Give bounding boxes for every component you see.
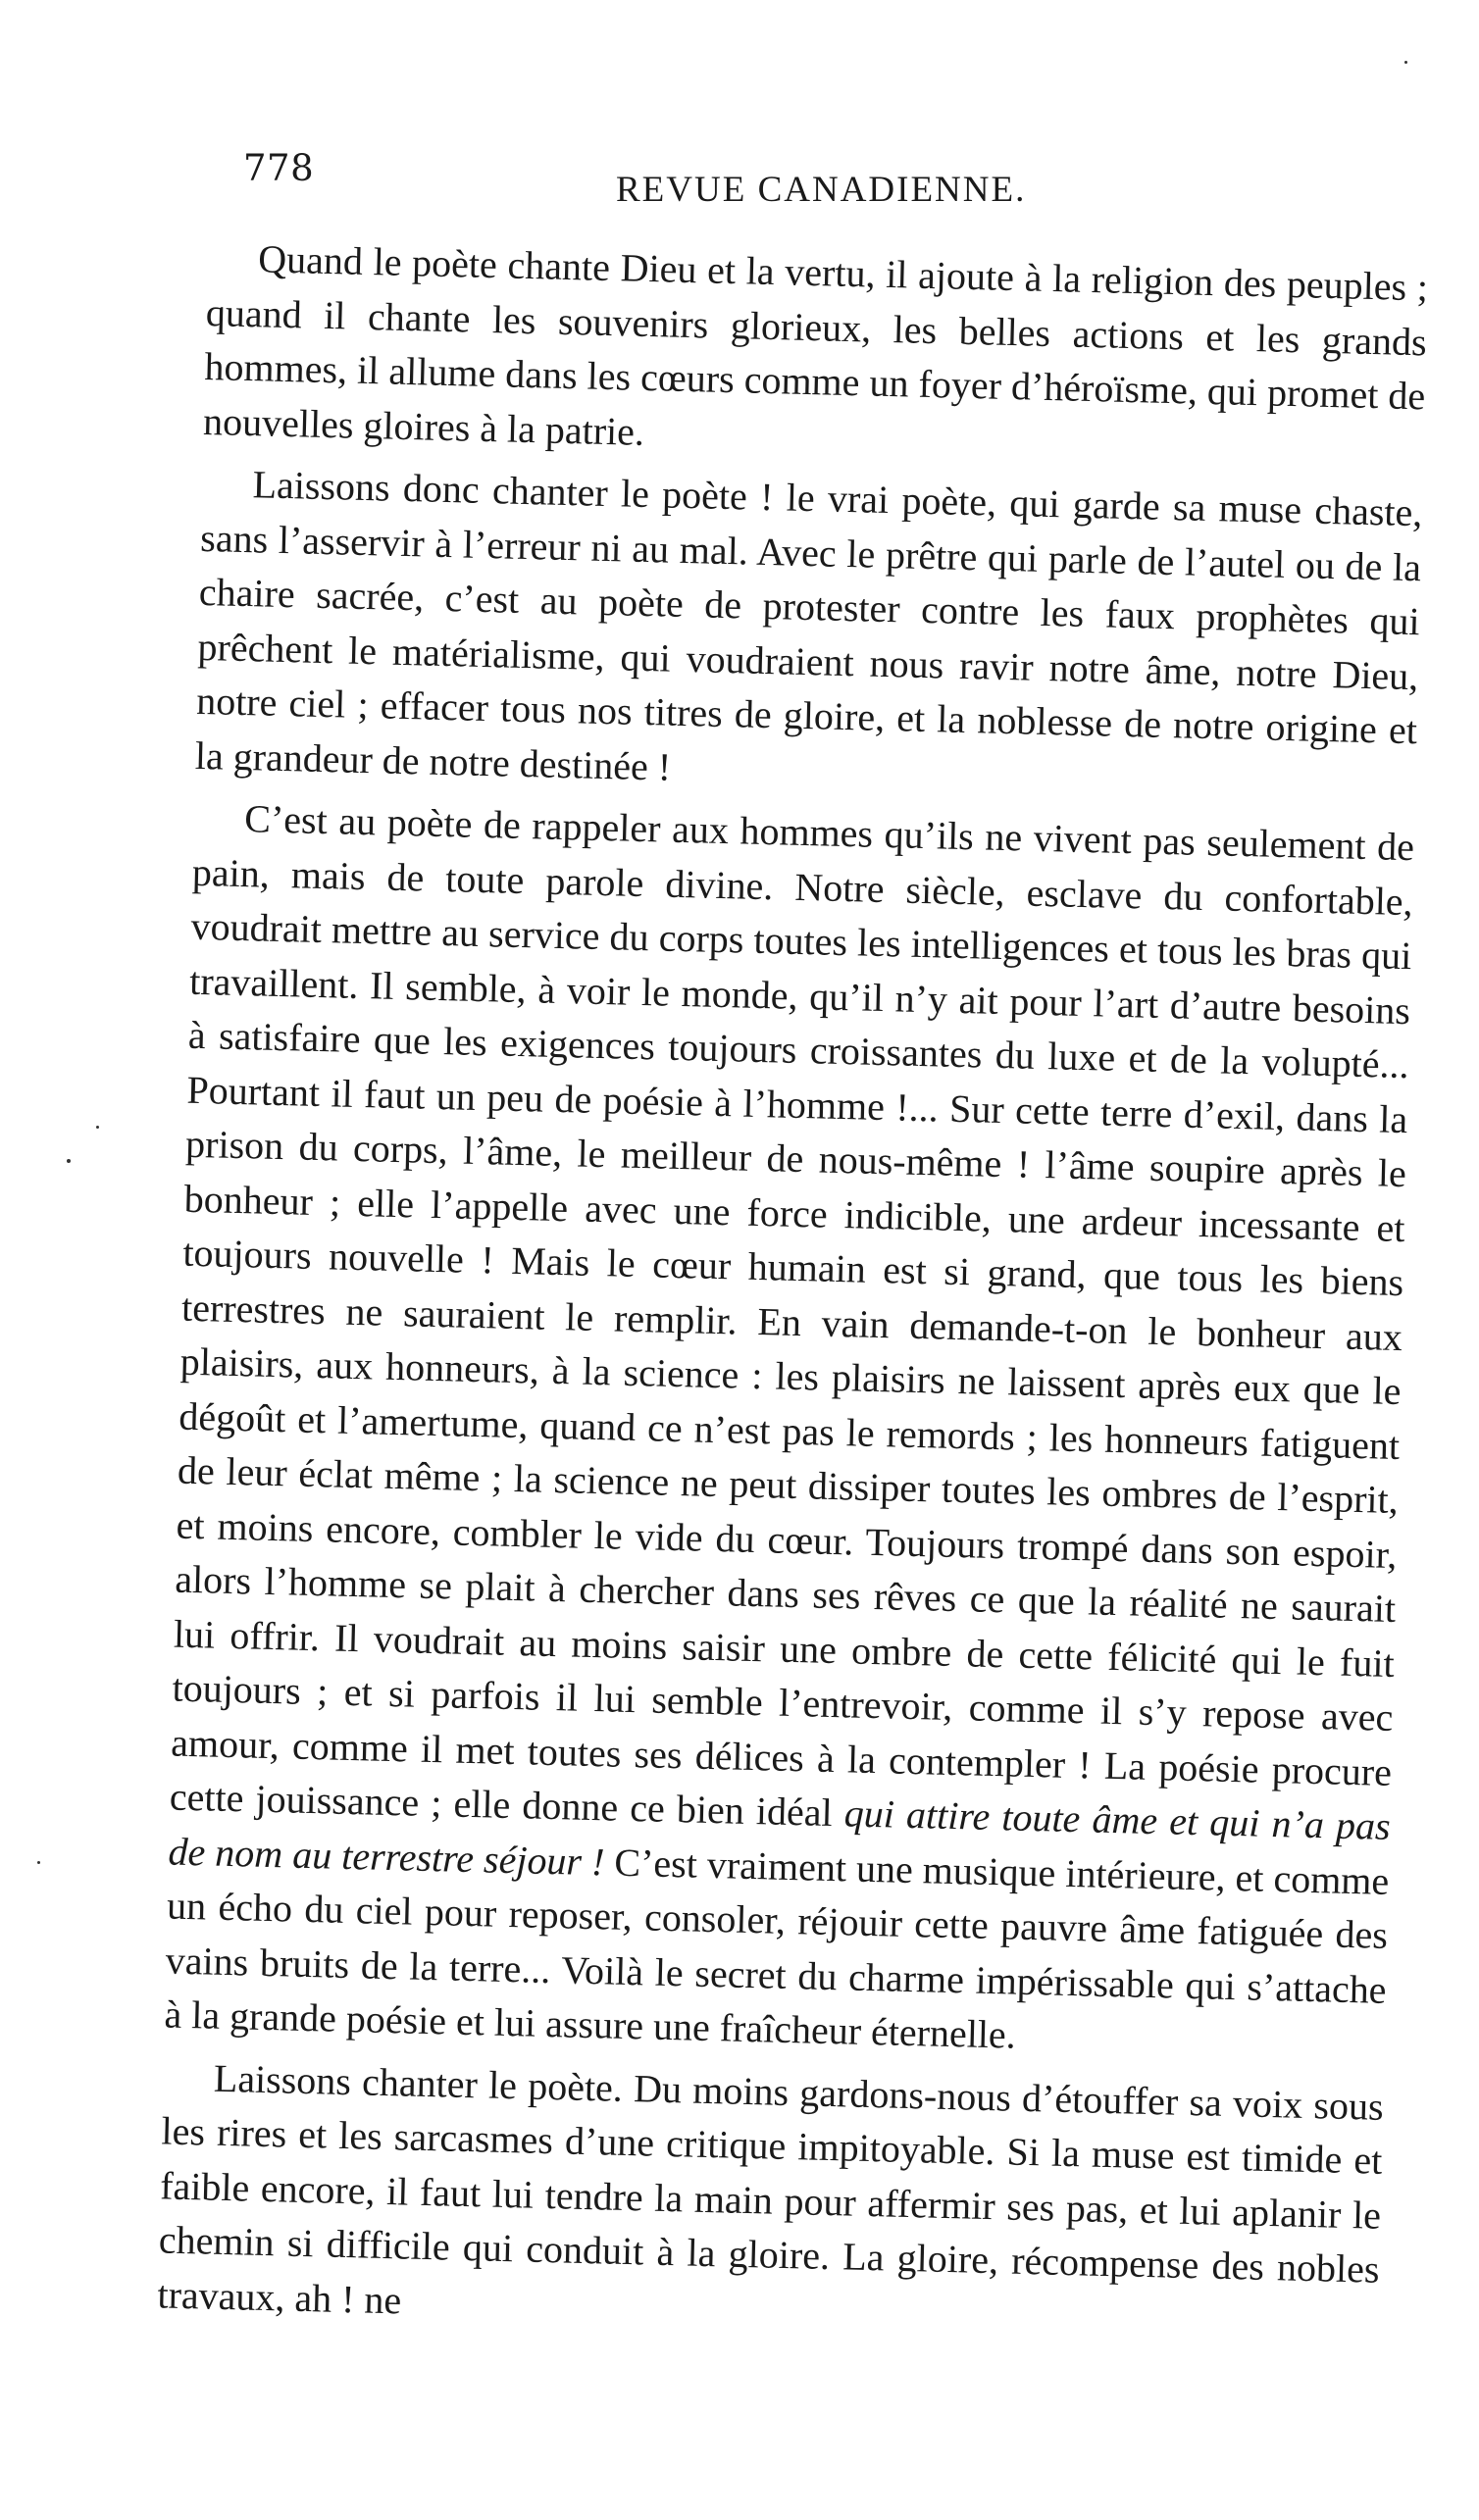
scan-speck bbox=[67, 1159, 71, 1163]
article-body bbox=[157, 230, 1429, 2351]
page-number: 778 bbox=[243, 147, 315, 189]
paragraph-3-italic-quote: qui attire toute âme et qui n’a pas de nom au terrestre séjour ! bbox=[168, 1790, 1392, 1884]
paragraph-3 bbox=[164, 790, 1415, 2072]
running-title: REVUE CANADIENNE. bbox=[616, 170, 1027, 210]
scan-speck bbox=[96, 1126, 99, 1129]
paragraph-3-text-after: C’est vraiment une musique intérieure, et comme un écho du ciel pour reposer, consoler, réjouir cette pauvre âme fatiguée des vains bruits de la terre... Voilà le secret du charme impérissable qui s’attache à la grande poésie et lui assure une fraîcheur éternelle. bbox=[163, 1839, 1390, 2057]
paragraph-2: Laissons donc chanter le poète ! le vrai poète, qui garde sa muse chaste, sans l’asservir à l’erreur ni au mal. Avec le prêtre qui parle de l’autel ou de la chaire sacrée, c’est au poète de protester contre les faux prophètes qui prêchent le matérialisme, qui voudraient nous ravir notre âme, notre Dieu, notre ciel ; effacer tous nos titres de gloire, et la noblesse de notre origine et la grandeur de notre destinée ! bbox=[194, 462, 1423, 789]
scan-speck bbox=[1404, 61, 1407, 64]
paragraph-1: Quand le poète chante Dieu et la vertu, il ajoute à la religion des peuples ; quand il chante les souvenirs glorieux, les belles actions et les grands hommes, il allume dans les cœurs comme un foyer d’héroïsme, qui promet de nouvelles gloires à la patrie. bbox=[202, 236, 1429, 454]
paragraph-4: Laissons chanter le poète. Du moins gardons-nous d’étouffer sa voix sous les rires et les sarcasmes d’une critique impitoyable. Si la muse est timide et faible encore, il faut lui tendre la main pour affermir ses pas, et lui aplanir le chemin si difficile qui conduit à la gloire. La gloire, récompense des nobles travaux, ah ! ne bbox=[157, 2055, 1385, 2322]
paragraph-3-text-before: C’est au poète de rappeler aux hommes qu’ils ne vivent pas seulement de pain, mais de toute parole divine. Notre siècle, esclave du confortable, voudrait mettre au service du corps toutes les intelligences et tous les bras qui travaillent. Il semble, à voir le monde, qu’il n’y ait pour l’art d’autre besoins à satisfaire que les exigences toujours croissantes du luxe et de la volupté... Pourtant il faut un peu de poésie à l’homme !... Sur cette terre d’exil, dans la prison du corps, l’âme, le meilleur de nous-même ! l’âme soupire après le bonheur ; elle l’appelle avec une force indicible, une ardeur incessante et toujours nouvelle ! Mais le cœur humain est si grand, que tous les biens terrestres ne sauraient le remplir. En vain demande-t-on le bonheur aux plaisirs, aux honneurs, à la science : les plaisirs ne laissent après eux que le dégoût et l’amertume, quand ce n’est pas le remords ; les honneurs fatiguent de leur éclat même ; la science ne peut dissiper toutes les ombres de l’esprit, et moins encore, combler le vide du cœur. Toujours trompé dans son espoir, alors l’homme se plait à chercher dans ses rêves ce que la réalité ne saurait lui offrir. Il voudrait au moins saisir une ombre de cette félicité qui le fuit toujours ; et si parfois il lui semble l’entrevoir, comme il s’y repose avec amour, comme il met toutes ses délices à la contempler ! La poésie procure cette jouissance ; elle donne ce bien idéal bbox=[169, 796, 1415, 1836]
page-header bbox=[243, 147, 1072, 210]
scan-speck bbox=[37, 1861, 40, 1864]
